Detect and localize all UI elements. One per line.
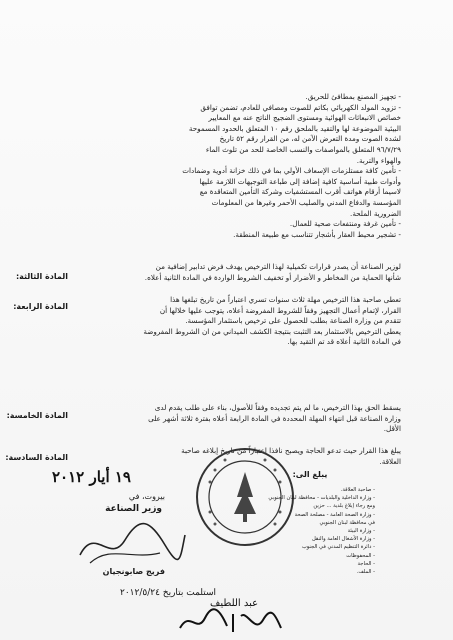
handwritten-name: عبد اللطيف bbox=[210, 598, 259, 609]
article-body bbox=[71, 262, 401, 283]
condition-item: المؤسسة والدفاع المدني والصليب الأحمر وغيرها من المعلومات bbox=[211, 197, 401, 207]
condition-item: لشدة الصوت ومدة التعرض الآمن له، من القرار رقم ٥٢ تاريخ bbox=[219, 134, 401, 144]
condition-item: لاسيما أرقام هواتف أقرب المستشفيات وشركة التأمين المتعاقدة مع bbox=[199, 187, 401, 197]
article-line: لوزير الصناعة أن يصدر قرارات تكميلية لهذا الترخيص يهدف فرض تدابير إضافية من bbox=[155, 262, 401, 271]
article-line: القرار، لإتمام أعمال التجهيز وفقاً للشروط المفروضة أعلاه، يتوجب عليها خلالها أن bbox=[159, 305, 401, 315]
article-line: يسقط الحق بهذا الترخيص، ما لم يتم تجديده وفقاً للأصول، بناء على طلب يقدم لدى bbox=[154, 403, 401, 412]
condition-item: الضرورية الملحة. bbox=[350, 208, 401, 218]
minister-signature bbox=[70, 515, 190, 570]
article-line: العلاقة. bbox=[379, 456, 401, 466]
distribution-item: - الحاجة bbox=[357, 560, 375, 567]
article-line: في المادة الثانية أعلاه قد تم التقيد بها. bbox=[287, 337, 401, 347]
minister-title: وزير الصناعة bbox=[105, 504, 162, 514]
condition-item: - تأمين غرفة ومنتفعات صحية للعمال. bbox=[289, 219, 401, 229]
article-title: المادة الرابعة: bbox=[13, 302, 68, 311]
article-body bbox=[71, 295, 401, 348]
condition-item: - تزويد المولد الكهربائي بكاتم للصوت ومصافي للعادم، تضمن توافق bbox=[200, 102, 401, 112]
distribution-item: - المحفوظات bbox=[346, 552, 375, 559]
article-line: يبلغ هذا القرار حيث تدعو الحاجة ويصبح نافذا اعتباراً من تاريخ إبلاغه صاحبة bbox=[181, 446, 401, 455]
article-line: وزارة الصناعة قبل انتهاء المهلة المحددة في المادة الرابعة أعلاه بفترة ثلاثة أشهر على bbox=[148, 413, 401, 423]
distribution-item: - وزارة الأشغال العامة والنقل bbox=[311, 536, 375, 543]
distribution-item: - صاحبة العلاقة. bbox=[340, 487, 375, 493]
distribution-item: - وزارة الصحة العامة - مصلحة الصحة bbox=[294, 511, 375, 518]
distribution-item: - دائرة التنظيم المدني في الجنوب bbox=[301, 544, 375, 551]
condition-item: والهواء والتربة. bbox=[356, 155, 401, 165]
article-title: المادة الثالثة: bbox=[15, 272, 68, 281]
condition-item: وأدوات طبية أساسية كافية إضافة إلى طباعة التوجيهات اللازمة عليها bbox=[199, 176, 401, 186]
article-body bbox=[71, 403, 401, 435]
distribution-item: ومع رجاء إبلاغ بلدية ... حزين bbox=[313, 503, 375, 510]
distribution-list bbox=[200, 486, 375, 576]
condition-item: ٩٦/٧/٢٩ المتعلق بالمواصفات والنسب الخاصة للحد من تلوث الماء bbox=[205, 144, 401, 154]
condition-item: - تشجير محيط العقار بأشجار تتناسب مع طبيعة المنطقة. bbox=[233, 229, 401, 239]
article-line: شأنها الحماية من المخاطر و الأضرار أو تخفيف الشروط الواردة في المادة الثانية أعلاه. bbox=[144, 272, 401, 282]
distribution-item: - وزارة الداخلية والبلديات - محافظة لبنان الجنوبي bbox=[268, 495, 375, 502]
article-title: المادة السادسة: bbox=[5, 453, 68, 462]
handwritten-receipt-note: استلمت بتاريخ ٢٠١٢/٥/٢٤ bbox=[120, 588, 217, 598]
place-date-label: بيروت، في bbox=[128, 492, 165, 501]
conditions-list bbox=[71, 92, 401, 240]
article-line: يعطى الترخيص بالاستثمار بعد التثبت بنتيجة الكشف الميداني من ان الشروط المفروضة bbox=[143, 326, 401, 336]
conditions-bullets bbox=[71, 92, 401, 240]
receipt-signature bbox=[175, 608, 285, 636]
minister-name: فريج صابونجيان bbox=[102, 567, 165, 576]
article-title: المادة الخامسة: bbox=[6, 411, 68, 420]
article-line: تتقدم من وزارة الصناعة بطلب للحصول على ترخيص باستثمار المؤسسة. bbox=[185, 316, 401, 326]
distribution-item: - الملف. bbox=[356, 569, 375, 576]
condition-item: البيئية الموضوعة لها والتقيد بالملحق رقم ١٠ المتعلق بالحدود المسموحة bbox=[188, 123, 401, 133]
condition-item: - تأمين كافة مستلزمات الإسعاف الأولي بما في ذلك خزانة أدوية وضمادات bbox=[182, 166, 401, 176]
article-line: تعطى صاحبة هذا الترخيص مهلة ثلاث سنوات تسري اعتباراً من تاريخ تبلغها هذا bbox=[170, 295, 401, 304]
condition-item: - تجهيز المصنع بمطافئ للحريق. bbox=[305, 92, 401, 101]
distribution-item: - وزارة البيئة bbox=[347, 528, 375, 535]
condition-item: خصائص الانبعاثات الهوائية ومستوى الضجيج الناتج عنه مع المعايير bbox=[208, 113, 401, 123]
distribution-title: يبلغ الى: bbox=[292, 470, 328, 479]
handwritten-date: ١٩ أيار ٢٠١٢ bbox=[52, 468, 131, 486]
distribution-item: في محافظة لبنان الجنوبي bbox=[319, 519, 375, 526]
article-line: الأقل. bbox=[383, 424, 401, 434]
